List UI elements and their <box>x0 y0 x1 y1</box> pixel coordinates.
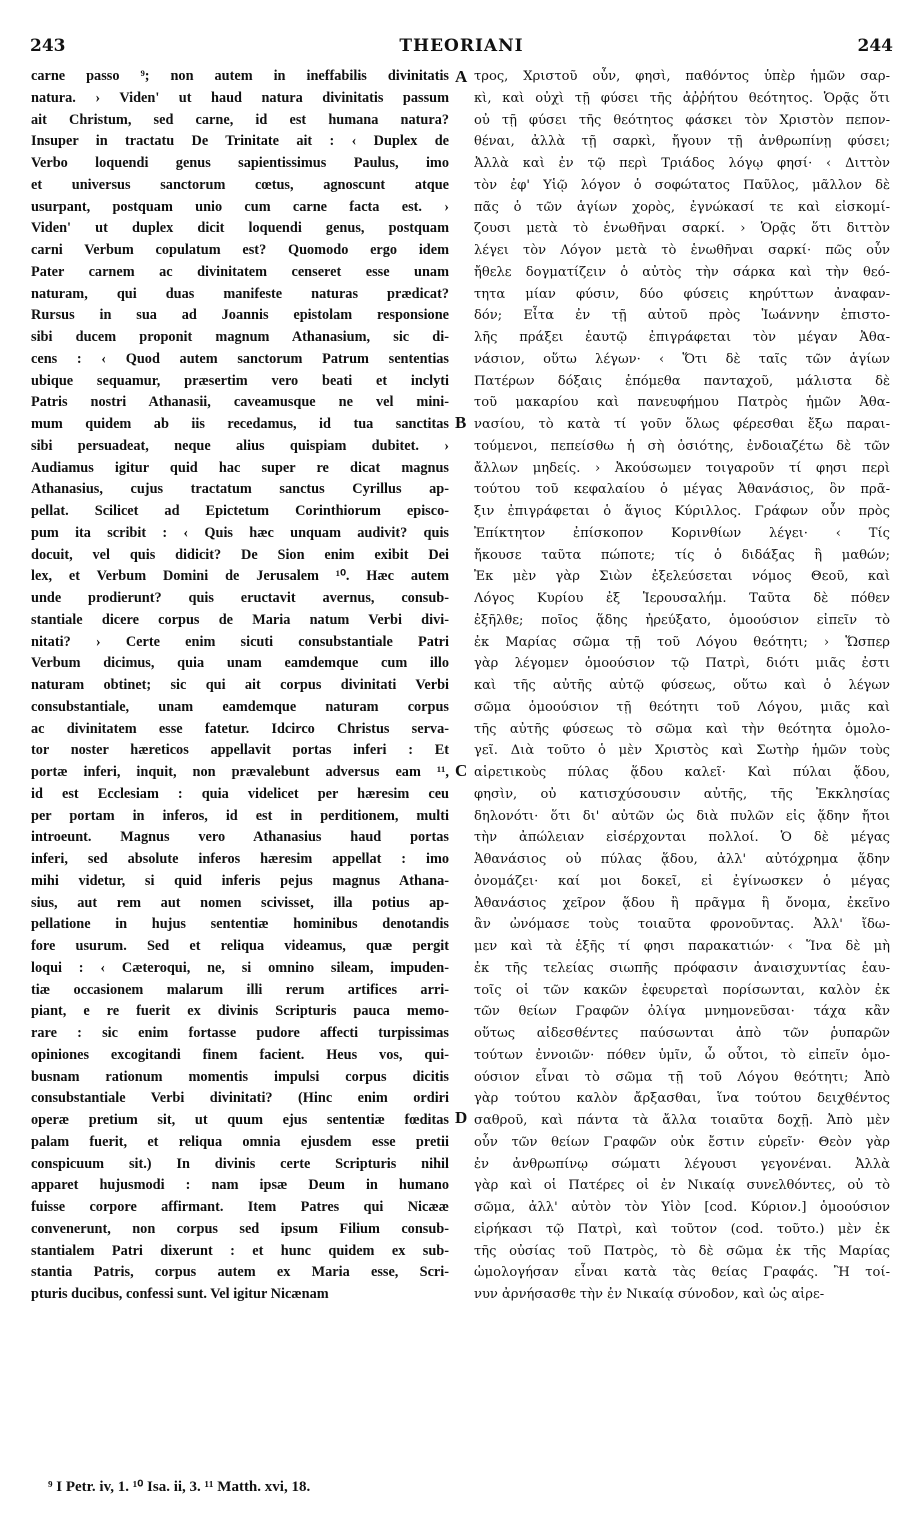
text-line: τούτων ἐννοιῶν· πόθεν ὑμῖν, ὦ οὗτοι, τὸ εἰπεῖν ὁμο- <box>474 1047 890 1063</box>
text-line: Viden' ut duplex dicit loquendi genus, postquam <box>31 220 449 237</box>
text-line: τούτου τοῦ κεφαλαίου ὁ μέγας Ἀθανάσιος, ὃν πρᾶ- <box>474 482 890 498</box>
text-line: Insuper in tractatu De Trinitate ait : ‹ Duplex de <box>31 133 449 150</box>
text-line: τῆς οὐσίας τοῦ Πατρὸς, τὸ δὲ σῶμα ἐκ τῆς Μαρίας <box>474 1243 890 1259</box>
text-line: τοῖς οἱ τῶν κακῶν ἐφευρεταὶ πορίσωνται, καλὸν ἐκ <box>474 982 890 998</box>
text-line: pellat. Scilicet ad Epictetum Corinthiorum episco- <box>31 503 449 519</box>
text-line: per portam in inferos, id est in perditionem, multi <box>31 807 449 824</box>
text-line: καὶ τῆς αὐτῆς αὐτῷ φύσεως, οὕτω καὶ ὁ λέγων <box>474 678 890 693</box>
text-line: Verbum dicimus, quia unam eamdemque cum illo <box>31 655 449 672</box>
margin-marker-b: B <box>455 413 467 432</box>
text-line: Audiamus igitur quid hac super re dicat magnus <box>31 459 449 476</box>
text-line: et universus sanctorum cœtus, agnoscunt atque <box>31 176 449 193</box>
text-line: palam fuerit, et reliqua omnia ejusdem esse pretii <box>31 1133 449 1150</box>
text-line: ἂν ὠνόμασε τοὺς τοιαῦτα φρονοῦντας. Ἀλλ' ἴδω- <box>474 917 890 933</box>
text-line: piant, e re fuerit ex divinis Scripturis pauca memo- <box>31 1003 449 1020</box>
running-header <box>30 36 893 64</box>
text-line: Athanasius, cujus tractatum sanctus Cyrillus ap- <box>31 481 449 498</box>
text-line: γὰρ λέγομεν ὁμοούσιον τῷ Πατρὶ, διότι μιᾶς ἐστι <box>474 656 890 672</box>
text-line: nitati? › Certe enim sicuti consubstantiale Patri <box>31 633 449 650</box>
text-line: μεν καὶ τὰ ἑξῆς τί φησι παρακατιών· ‹ Ἵνα δὲ μὴ <box>474 939 890 954</box>
text-line: fore usurum. Sed et reliqua videamus, quæ pergit <box>31 938 449 954</box>
text-line: Λόγος Κυρίου ἐξ Ἱερουσαλήμ. Ταῦτα δὲ πόθεν <box>474 591 890 606</box>
text-line: κὶ, καὶ οὐχὶ τῇ φύσει τῆς ἀῤῥήτου θεότητος. Ὁρᾷς ὅτι <box>474 90 890 106</box>
text-line: νάσιον, οὕτω λέγων· ‹ Ὅτι δὲ ταῖς τῶν ἁγίων <box>474 351 890 367</box>
text-line: Ἀλλὰ καὶ ἐν τῷ περὶ Τριάδος λόγῳ φησί· ‹ Διττὸν <box>474 156 890 171</box>
text-line: λέγει τὸν Λόγον μετὰ τὸ ἑνωθῆναι σαρκί· πῶς οὖν <box>474 243 890 258</box>
text-line: stantiale dicere corpus de Maria natum Verbi divi- <box>31 611 449 628</box>
greek-column <box>474 66 890 1306</box>
text-line: Πατέρων δόξαις ἑπόμεθα πανταχοῦ, μάλιστα δὲ <box>474 373 890 389</box>
text-line: νασίου, τὸ κατὰ τί γοῦν ὅλως φέρεσθαι ἔξω παραι- <box>474 417 890 432</box>
text-line: ἄλλων μηδείς. › Ἀκούσωμεν τοιγαροῦν τί φησι περὶ <box>474 460 890 476</box>
text-line: Rursus in sua ad Joannis epistolam responsione <box>31 307 449 324</box>
text-line: naturam, qui duas manifeste naturas prædicat? <box>31 285 449 302</box>
text-line: stantia Patris, corpus autem ex Maria esse, Scri- <box>31 1264 449 1281</box>
text-line: sibi ducem proponit magnum Athanasium, sic di- <box>31 329 449 345</box>
text-line: Ἐπίκτητον ἐπίσκοπον Κορινθίων λέγει· ‹ Τίς <box>474 525 890 541</box>
text-line: ὀνομάζει· καί μοι δοκεῖ, εἰ ἐγίνωσκεν ὁ μέγας <box>474 873 890 889</box>
text-line: conspicuum sit.) In divinis certe Scripturis nihil <box>31 1155 449 1172</box>
text-line: mihi videtur, si quid inferis pejus magnus Athana- <box>31 872 449 889</box>
right-page-number: 244 <box>857 36 893 56</box>
text-line: τητα μίαν φύσιν, δύο φύσεις κηρύττων ἀναφαν- <box>474 286 890 302</box>
text-line: σῶμα ὁμοούσιον τῇ θεότητι τοῦ Λόγου, μιᾶς καὶ <box>474 699 890 715</box>
text-line: busnam rationum momentis impulsi corpus dicitis <box>31 1068 449 1085</box>
text-line: unde prodierunt? quis eructavit avernus, consub- <box>31 590 449 606</box>
text-line: lex, et Verbum Domini de Jerusalem ¹⁰. Hæc autem <box>31 568 449 585</box>
text-line: cens : ‹ Quod autem sanctorum Patrum sententias <box>31 350 449 367</box>
text-line: operæ pretium sit, ut quum ejus sententiæ fœditas <box>31 1112 449 1128</box>
text-line: αἱρετικοὺς πύλας ᾅδου καλεῖ· Καὶ πύλαι ᾅδου, <box>474 765 890 780</box>
text-line: consubstantiale Verbi divinitati? (Hinc enim ordiri <box>31 1090 449 1107</box>
text-line: φησὶν, οὐ κατισχύσουσιν αὐτῆς, τῆς Ἐκκλησίας <box>474 786 890 802</box>
text-line: opiniones excogitandi finem facient. Heus vos, qui- <box>31 1046 449 1063</box>
margin-marker-c: C <box>455 761 468 780</box>
text-line: natura. › Viden' ut haud natura divinitatis passum <box>31 89 449 106</box>
footnotes: ⁹ I Petr. iv, 1. ¹⁰ Isa. ii, 3. ¹¹ Matth. xvi, 18. <box>48 1479 311 1495</box>
text-line: stantialem Patri dixerunt : et hunc quidem ex sub- <box>31 1242 449 1259</box>
text-line: Ἀθανάσιος οὐ πύλας ᾅδου, ἀλλ' αὐτόχρημα ᾅδην <box>474 852 890 867</box>
running-title: THEORIANI <box>399 36 524 56</box>
text-line: naturam obtinet; sic qui ait corpus divinitati Verbi <box>31 677 449 693</box>
left-page-number: 243 <box>30 36 66 56</box>
text-line: Pater carnem ac divinitatem censeret esse unam <box>31 263 449 280</box>
text-line: ubique sequamur, præsertim vero beati et inclyti <box>31 372 449 389</box>
text-line: τούμενοι, πεπείσθω ἡ σὴ ὁσιότης, ἐνδοιαζέτω δὲ τῶν <box>474 438 890 454</box>
text-line: sibi persuadeat, neque alius quispiam dubitet. › <box>31 437 449 454</box>
text-line: inferi, sed absolute inferos hæresim appellat : imo <box>31 851 449 867</box>
text-line: ait Christum, sed carne, id est humana natura? <box>31 111 449 128</box>
text-line: ἐν ἀνθρωπίνῳ σώματι λέγουσι γεγονέναι. Ἀλλὰ <box>474 1156 890 1172</box>
text-line: carne passo ⁹; non autem in ineffabilis divinitatis <box>31 68 449 84</box>
text-line: ac divinitatem esse fatetur. Idcirco Christus serva- <box>31 720 449 737</box>
text-line: τῶν θείων Γραφῶν ὀλίγα μνημονεῦσαι· τάχα κἂν <box>474 1004 890 1020</box>
text-line: νυν ἀρνήσασθε τὴν ἐν Νικαίᾳ σύνοδον, καὶ ὡς αἱρε- <box>474 1287 825 1302</box>
text-line: Ἀθανάσιος χεῖρον ᾅδου ἢ πρᾶγμα ἢ ὄνομα, ἐκεῖνο <box>474 895 890 911</box>
text-line: τὴν ἀπώλειαν εἰσέρχονται πολλοί. Ὁ δὲ μέγας <box>474 830 890 846</box>
latin-column <box>31 66 449 1306</box>
text-line: convenerunt, non corpus sed ipsum Filium consub- <box>31 1220 449 1237</box>
text-line: γὰρ καὶ οἱ Πατέρες οἱ ἐν Νικαίᾳ συνελθόντες, οὐ τὸ <box>474 1178 890 1194</box>
text-line: εἰρήκασι τῷ Πατρὶ, καὶ τοῦτον (cod. τοῦτο.) μὲν ἐκ <box>474 1221 890 1237</box>
text-line: γεῖ. Διὰ τοῦτο ὁ μὲν Χριστὸς καὶ Σωτὴρ ἡμῶν τοὺς <box>474 743 890 759</box>
text-line: Verbo loquendi genus sapientissimus Paulus, imo <box>31 155 449 171</box>
text-line: ἤκουσε ταῦτα πώποτε; τίς ὁ διδάξας ἢ μαθών; <box>474 547 890 563</box>
text-line: rare : sic enim fortasse pudore affecti turpissimas <box>31 1025 449 1041</box>
text-line: πᾶς ὁ τῶν ἁγίων χορὸς, ἐγνώκασί τε καὶ εἰσκομί- <box>474 199 890 215</box>
margin-marker-a: A <box>455 67 468 86</box>
text-line: tiæ occasionem malarum illi rerum artifices arri- <box>31 981 449 998</box>
text-line: τὸν ἐφ' Υἱῷ λόγον ὁ σοφώτατος Παῦλος, μᾶλλον δὲ <box>474 177 890 193</box>
margin-marker-d: D <box>455 1108 468 1127</box>
text-line: οὕτως αἰδεσθέντες παύσωνται ἀπὸ τῶν ῥυπαρῶν <box>474 1026 890 1041</box>
text-line: ἐκ τῆς τελείας σιωπῆς πρόφασιν ἀναισχυντίας ἑαυ- <box>474 960 890 976</box>
text-line: mum quidem ab iis recedamus, id tua sanctitas <box>31 416 449 432</box>
text-line: τοῦ μακαρίου καὶ πανευφήμου Πατρὸς ἡμῶν Ἀθα- <box>474 395 890 411</box>
text-line: λῆς πράξει ἑαυτῷ ἐπιγράφεται τὸν μέγαν Ἀθα- <box>474 330 890 345</box>
text-line: ούσιον εἶναι τὸ σῶμα τῇ τοῦ Λόγου θεότητι; Ἀπὸ <box>474 1069 890 1085</box>
text-line: τῆς αὐτῆς φύσεως τὸ σῶμα καὶ τὴν θεότητα ὁμολο- <box>474 721 890 737</box>
text-line: δηλονότι· ὅτι δι' αὐτῶν ὡς διὰ πυλῶν εἰς ᾅδην ἤτοι <box>474 808 890 824</box>
text-line: ὡμολογήσαν εἶναι κατὰ τὰς θείας Γραφάς. Ἢ τοί- <box>474 1265 890 1281</box>
text-line: σῶμα, ἀλλ' αὐτὸν τὸν Υἱὸν [cod. Κύριον.] ὁμοούσιον <box>474 1200 890 1215</box>
text-line: οὖν τῶν θείων Γραφῶν οὐκ ἔστιν εὑρεῖν· Θεὸν γὰρ <box>474 1134 890 1150</box>
text-line: usurpant, postquam unio cum carne facta est. › <box>31 198 449 215</box>
text-line: οὐ τῇ φύσει τῆς θεότητος φάσκει τὸν Χριστὸν πεπον- <box>474 112 890 128</box>
text-line: sius, aut rem aut nomen scivisset, illa potius ap- <box>31 894 449 911</box>
text-line: carni Verbum copulatum est? Quomodo ergo idem <box>31 242 449 258</box>
text-line: ἤθελε δογματίζειν ὁ αὐτὸς τὴν σάρκα καὶ τὴν θεό- <box>474 264 890 280</box>
text-line: σαθροῦ, καὶ πάντα τὰ ἄλλα τοιαῦτα δοχῇ. Ἀπὸ μὲν <box>474 1113 890 1128</box>
text-line: Patris nostri Athanasii, caveamusque ne vel mini- <box>31 394 449 411</box>
text-line: ἐξῆλθε; ποῖος ᾅδης ἠρεύξατο, ὁμοούσιον εἰπεῖν τὸ <box>474 612 890 628</box>
text-line: ἐκ Μαρίας σῶμα τῇ τοῦ Λόγου θεότητι; › Ὥσπερ <box>474 634 890 650</box>
text-line: pturis ducibus, confessi sunt. Vel igitur Nicænam <box>31 1286 329 1302</box>
text-line: consubstantiale, unam eamdemque naturam corpus <box>31 698 449 715</box>
text-line: id est Ecclesiam : quia videlicet per hæresim ceu <box>31 785 449 802</box>
text-line: portæ inferi, inquit, non prævalebunt adversus eam ¹¹, <box>31 764 449 780</box>
text-line: fuisse corpore affirmant. Item Patres qui Nicææ <box>31 1199 449 1215</box>
text-line: γὰρ τούτου καλὸν ἄρξασθαι, ἵνα τούτου δειχθέντος <box>474 1091 890 1107</box>
text-line: apparet hujusmodi : nam ipsæ Deum in humano <box>31 1177 449 1194</box>
text-line: Ἐκ μὲν γὰρ Σιὼν ἐξελεύσεται νόμος Θεοῦ, καὶ <box>474 569 890 585</box>
text-line: pellatione in hujus sententiæ hominibus denotandis <box>31 916 449 933</box>
text-line: ζουσι μετὰ τὸ ἑνωθῆναι σαρκί. › Ὁρᾷς ὅτι διττὸν <box>474 221 890 237</box>
text-line: δόν; Εἶτα ἐν τῇ αὐτοῦ πρὸς Ἰωάννην ἐπιστο- <box>474 308 890 324</box>
text-line: ξιν ἐπιγράφεται ὁ ἅγιος Κύριλλος. Γράφων οὖν πρὸς <box>474 504 890 519</box>
text-line: tor noster hæreticos appellavit portas inferi : Et <box>31 742 449 759</box>
text-line: pum ita scribit : ‹ Quis hæc unquam audivit? quis <box>31 524 449 541</box>
text-line: introeunt. Magnus vero Athanasius haud portas <box>31 829 449 846</box>
text-line: τρος, Χριστοῦ οὖν, φησὶ, παθόντος ὑπὲρ ἡμῶν σαρ- <box>474 69 890 84</box>
text-line: loqui : ‹ Cæteroqui, ne, si omnino sileam, impuden- <box>31 959 449 976</box>
text-line: docuit, vel quis didicit? De Sion enim exibit Dei <box>31 546 449 563</box>
text-line: θέναι, ἀλλὰ τῇ σαρκὶ, ἤγουν τῇ ἀνθρωπίνῃ φύσει; <box>474 134 890 150</box>
